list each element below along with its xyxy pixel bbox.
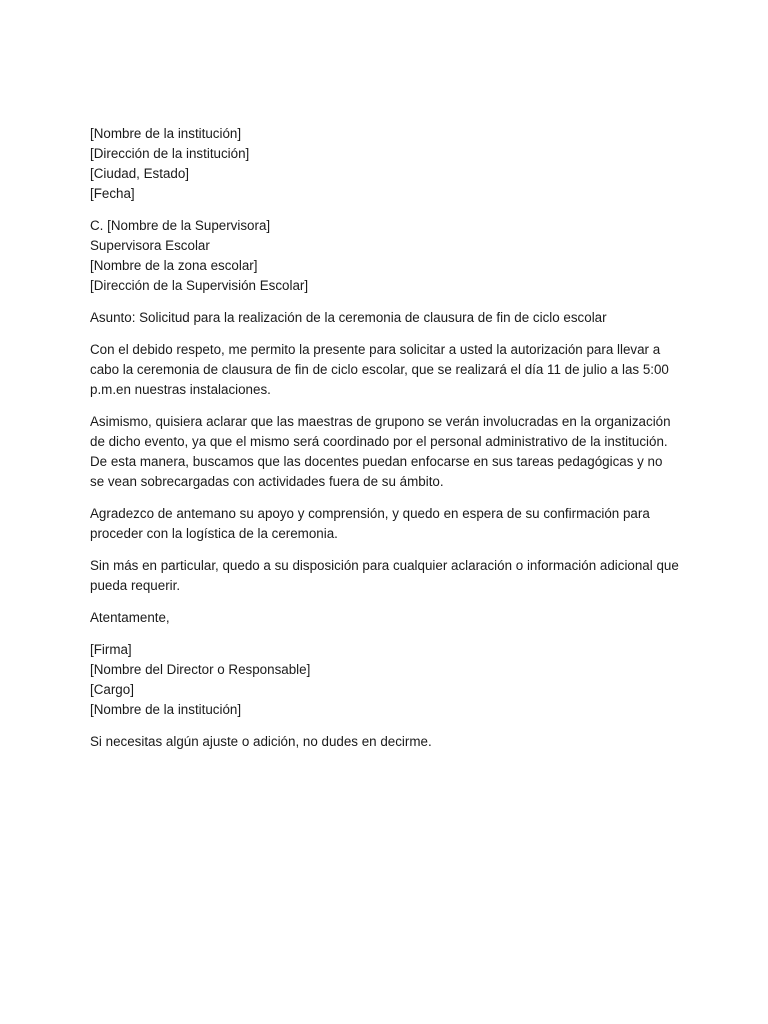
- signature-director-name: [Nombre del Director o Responsable]: [90, 662, 311, 677]
- recipient-name: C. [Nombre de la Supervisora]: [90, 218, 271, 233]
- recipient-block: [90, 216, 680, 296]
- body-paragraph-4: Sin más en particular, quedo a su disposición para cualquier aclaración o información adicional que pueda requerir.: [90, 558, 679, 593]
- body-paragraph-2: Asimismo, quisiera aclarar que las maestras de grupono se verán involucradas en la organización de dicho evento, ya que el mismo será coordinado por el personal administrativo de la institución. De esta manera, buscamos que las docentes puedan enfocarse en sus tareas pedagógicas y no se vean sobrecargadas con actividades fuera de su ámbito.: [90, 414, 671, 489]
- letter-content: [90, 124, 680, 764]
- sender-city-state: [Ciudad, Estado]: [90, 166, 190, 181]
- signature-firma: [Firma]: [90, 642, 132, 657]
- subject-line: Asunto: Solicitud para la realización de la ceremonia de clausura de fin de ciclo escolar: [90, 310, 607, 325]
- signature-position: [Cargo]: [90, 682, 134, 697]
- recipient-title: Supervisora Escolar: [90, 238, 210, 253]
- body-paragraph-3: Agradezco de antemano su apoyo y comprensión, y quedo en espera de su confirmación para proceder con la logística de la ceremonia.: [90, 506, 650, 541]
- sender-block: [90, 124, 680, 204]
- signature-block: [90, 640, 680, 720]
- sender-institution-address: [Dirección de la institución]: [90, 146, 250, 161]
- recipient-zone: [Nombre de la zona escolar]: [90, 258, 258, 273]
- sender-institution-name: [Nombre de la institución]: [90, 126, 242, 141]
- signature-institution: [Nombre de la institución]: [90, 702, 242, 717]
- closing-salutation: Atentamente,: [90, 610, 170, 625]
- body-paragraph-1: Con el debido respeto, me permito la presente para solicitar a usted la autorización para llevar a cabo la ceremonia de clausura de fin de ciclo escolar, que se realizará el día 11 de julio a las 5:00 p.m.en nuestras instalaciones.: [90, 342, 669, 397]
- recipient-address: [Dirección de la Supervisión Escolar]: [90, 278, 309, 293]
- footer-note: Si necesitas algún ajuste o adición, no dudes en decirme.: [90, 734, 432, 749]
- sender-date: [Fecha]: [90, 186, 135, 201]
